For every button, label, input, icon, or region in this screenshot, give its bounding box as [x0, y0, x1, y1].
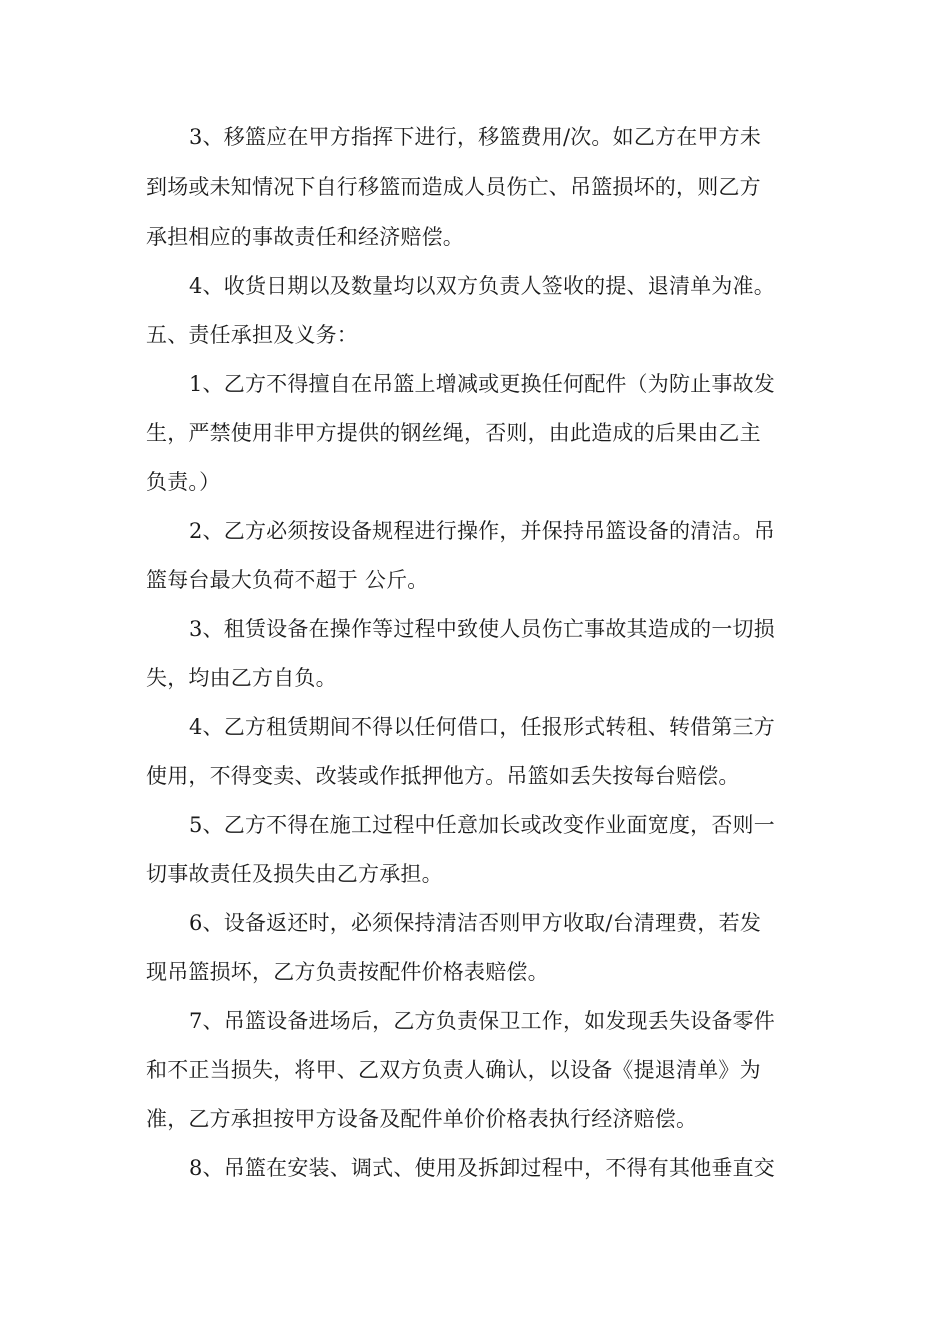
duty-1-line-3: 负责。） — [146, 470, 221, 494]
duty-2-line-1: 2、乙方必须按设备规程进行操作，并保持吊篮设备的清洁。吊 — [189, 519, 775, 543]
duty-3-line-2: 失，均由乙方自负。 — [146, 666, 337, 690]
duty-1-line-1: 1、乙方不得擅自在吊篮上增减或更换任何配件（为防止事故发 — [189, 372, 775, 396]
duty-7-line-3: 准，乙方承担按甲方设备及配件单价价格表执行经济赔偿。 — [146, 1107, 698, 1131]
duty-4-line-2: 使用，不得变卖、改装或作抵押他方。吊篮如丢失按每台赔偿。 — [146, 764, 740, 788]
duty-1-line-2: 生，严禁使用非甲方提供的钢丝绳，否则，由此造成的后果由乙主 — [146, 421, 761, 445]
clause-3-line-2: 到场或未知情况下自行移篮而造成人员伤亡、吊篮损坏的，则乙方 — [146, 175, 761, 199]
duty-5-line-1: 5、乙方不得在施工过程中任意加长或改变作业面宽度，否则一 — [189, 813, 775, 837]
duty-5-line-2: 切事故责任及损失由乙方承担。 — [146, 862, 443, 886]
clause-3-line-3: 承担相应的事故责任和经济赔偿。 — [146, 225, 464, 249]
duty-6-line-1: 6、设备返还时，必须保持清洁否则甲方收取/台清理费，若发 — [189, 911, 762, 935]
duty-6-line-2: 现吊篮损坏，乙方负责按配件价格表赔偿。 — [146, 960, 549, 984]
clause-4-line-1: 4、收货日期以及数量均以双方负责人签收的提、退清单为准。 — [189, 274, 775, 298]
section-heading: 五、责任承担及义务： — [146, 323, 358, 347]
duty-7-line-2: 和不正当损失，将甲、乙双方负责人确认，以设备《提退清单》为 — [146, 1058, 761, 1082]
duty-4-line-1: 4、乙方租赁期间不得以任何借口，任报形式转租、转借第三方 — [189, 715, 775, 739]
duty-8-line-1: 8、吊篮在安装、调式、使用及拆卸过程中，不得有其他垂直交 — [189, 1156, 775, 1180]
duty-7-line-1: 7、吊篮设备进场后，乙方负责保卫工作，如发现丢失设备零件 — [189, 1009, 775, 1033]
duty-2-line-2: 篮每台最大负荷不超于 公斤。 — [146, 568, 429, 592]
duty-3-line-1: 3、租赁设备在操作等过程中致使人员伤亡事故其造成的一切损 — [189, 617, 775, 641]
clause-3-line-1: 3、移篮应在甲方指挥下进行，移篮费用/次。如乙方在甲方未 — [189, 125, 762, 149]
